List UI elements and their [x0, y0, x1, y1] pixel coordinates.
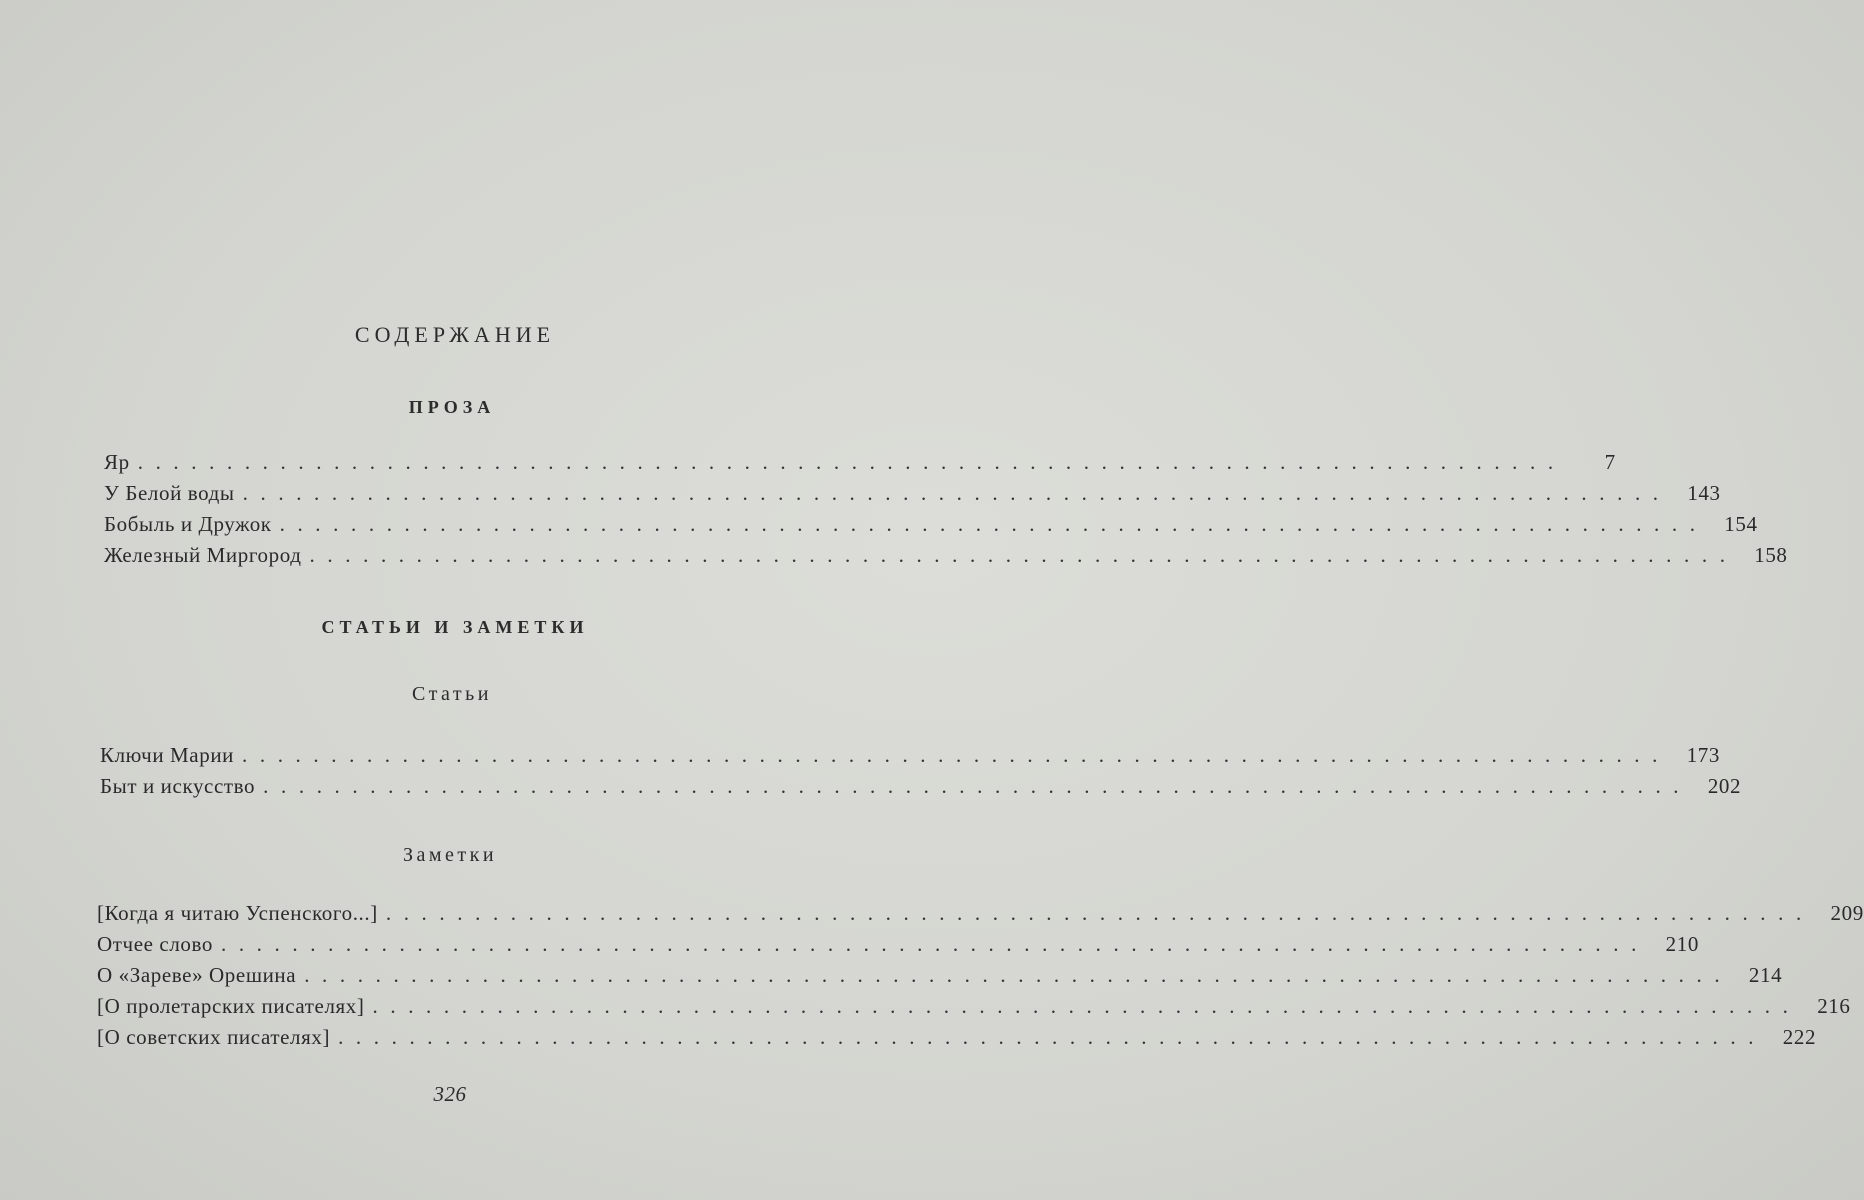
- toc-entry-title: О «Зареве» Орешина: [97, 963, 297, 987]
- toc-entry: [100, 743, 1720, 774]
- toc-entry: [104, 450, 1616, 481]
- toc-entry-page: 143: [1687, 481, 1721, 505]
- dot-leader: ................................................................................: [263, 774, 1692, 798]
- dot-leader: ................................................................................: [385, 901, 1814, 925]
- dot-leader: ................................................................................: [372, 994, 1801, 1018]
- dot-leader: ................................................................................: [309, 543, 1738, 567]
- toc-entry-title: [Когда я читаю Успенского...]: [97, 901, 378, 925]
- toc-entry: [97, 932, 1699, 963]
- toc-entry-page: 210: [1665, 932, 1699, 956]
- dot-leader: ................................................................................: [137, 450, 1566, 474]
- toc-entry: [104, 481, 1721, 512]
- toc-entry-page: 214: [1748, 963, 1783, 987]
- toc-entry-page: 7: [1604, 450, 1616, 474]
- toc-entry: [104, 543, 1788, 574]
- dot-leader: ................................................................................: [279, 512, 1708, 536]
- dot-leader: ................................................................................: [242, 481, 1671, 505]
- toc-entry-page: 222: [1782, 1025, 1817, 1049]
- subsection-heading-notes: Заметки: [402, 844, 498, 866]
- section-heading-prose: ПРОЗА: [408, 397, 496, 417]
- toc-entry-page: 216: [1817, 994, 1851, 1018]
- toc-entry: [97, 994, 1851, 1025]
- section-heading-articles-notes: СТАТЬИ И ЗАМЕТКИ: [321, 617, 589, 637]
- toc-entry-title: Бобыль и Дружок: [104, 512, 272, 536]
- dot-leader: ................................................................................: [242, 743, 1670, 767]
- dot-leader: ................................................................................: [304, 963, 1733, 987]
- toc-entry: [97, 963, 1783, 994]
- toc-entry: [97, 901, 1864, 932]
- dot-leader: ................................................................................: [338, 1025, 1767, 1049]
- toc-entry-page: 173: [1686, 743, 1720, 767]
- subsection-heading-articles: Статьи: [412, 683, 492, 705]
- dot-leader: ................................................................................: [220, 932, 1649, 956]
- toc-entry-title: Отчее слово: [97, 932, 213, 956]
- toc-entry-title: [О советских писателях]: [97, 1025, 331, 1049]
- toc-list-notes: [97, 901, 1864, 1056]
- toc-list-articles: [100, 743, 1742, 805]
- toc-entry: [97, 1025, 1817, 1056]
- toc-entry-title: Железный Миргород: [104, 543, 302, 567]
- toc-entry-page: 209: [1830, 901, 1864, 925]
- contents-title: СОДЕРЖАНИЕ: [354, 322, 556, 347]
- toc-entry-title: Ключи Марии: [100, 743, 234, 767]
- toc-list-prose: [104, 450, 1788, 574]
- toc-entry: [104, 512, 1758, 543]
- toc-entry-title: Быт и искусство: [100, 774, 256, 798]
- toc-entry-page: 158: [1754, 543, 1788, 567]
- toc-entry: [100, 774, 1742, 805]
- toc-entry-title: У Белой воды: [104, 481, 235, 505]
- toc-entry-title: Яр: [104, 450, 130, 474]
- toc-entry-page: 202: [1707, 774, 1742, 798]
- toc-entry-page: 154: [1724, 512, 1758, 536]
- page-number: 326: [433, 1082, 467, 1106]
- toc-entry-title: [О пролетарских писателях]: [97, 994, 365, 1018]
